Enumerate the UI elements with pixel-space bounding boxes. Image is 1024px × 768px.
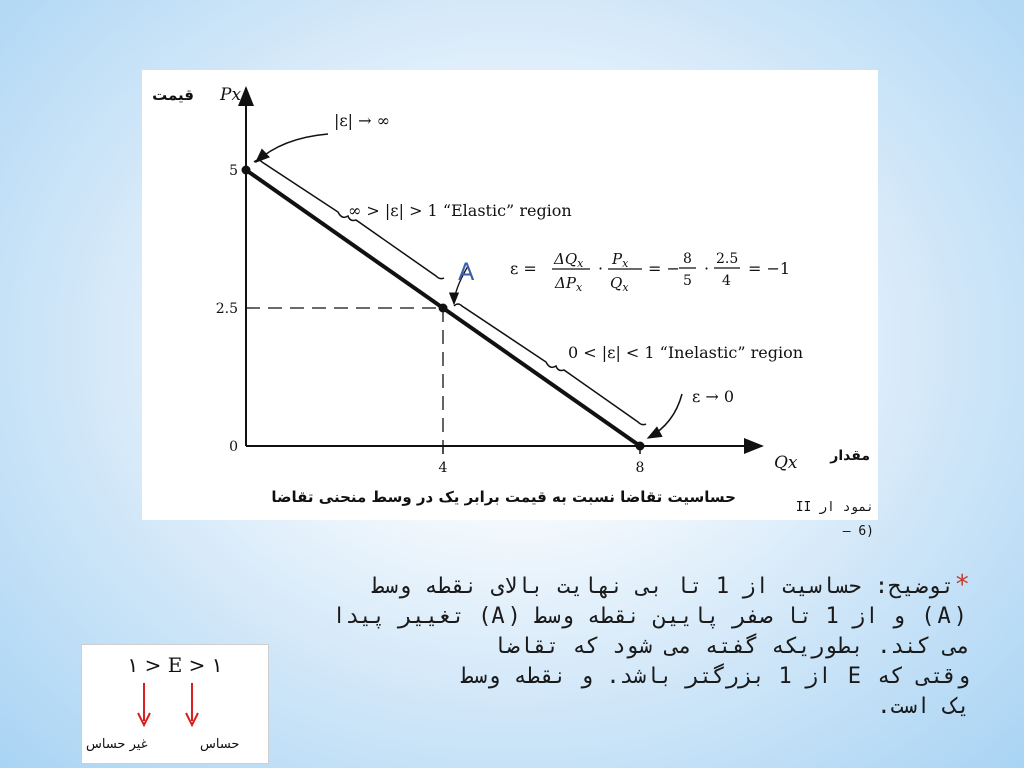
callout-arrow-bottom (648, 394, 682, 438)
explanation-line-3: می کند. بطوریکه گفته می شود که تقاضا (493, 634, 970, 659)
formula-prefix: ε = (510, 259, 537, 278)
figure-number (782, 496, 874, 544)
formula-denominator-3: 5 (683, 273, 692, 289)
data-point-0 (242, 166, 251, 175)
point-a-label: A (458, 258, 475, 286)
y-axis-symbol: Px (220, 85, 242, 105)
explanation-line-1-text: توضیح: حساسیت از 1 تا بی نهایت بالای نقطه وسط (371, 574, 955, 599)
formula-dot-2: · (704, 259, 710, 278)
x-tick-label-0: 4 (438, 460, 448, 476)
callout-arrow-top (256, 134, 328, 162)
annotation-bottom: ε → 0 (692, 387, 735, 406)
explanation-line-4: وقتی که E از 1 بزرگتر باشد. و نقطه وسط (460, 664, 970, 689)
elasticity-formula (510, 250, 790, 294)
formula-result: = −1 (748, 259, 791, 278)
bullet-marker: * (954, 570, 970, 600)
annotation-top: |ε| → ∞ (334, 111, 390, 130)
annotation-inelastic: 0 < |ε| < 1 “Inelastic” region (568, 343, 803, 362)
formula-equals: = − (648, 259, 680, 278)
explanation-line-1 (90, 570, 970, 602)
demand-elasticity-chart (142, 70, 878, 520)
range-label-sensitive: حساس (200, 737, 240, 752)
range-label-insensitive: غیر حساس (86, 737, 148, 752)
formula-numerator-4: 2.5 (716, 251, 739, 267)
x-tick-label-1: 8 (635, 460, 645, 476)
formula-numerator-3: 8 (683, 251, 692, 267)
formula-denominator-2: $Q_x$ (610, 274, 629, 294)
y-tick-label-0: 5 (229, 163, 238, 179)
y-tick-label-2: 0 (229, 439, 238, 455)
data-point-1 (439, 304, 448, 313)
figure-number-line-1: نمود ار II (795, 500, 874, 515)
formula-dot-1: · (598, 259, 604, 278)
y-tick-label-1: 2.5 (215, 301, 238, 317)
formula-denominator-1: $\Delta P_x$ (555, 274, 583, 294)
figure-caption: حساسیت تقاضا نسبت به قیمت برابر یک در وسط منحنی تقاضا (271, 488, 736, 506)
y-axis-label: قیمت (152, 86, 194, 104)
formula-numerator-2: $P_x$ (612, 250, 629, 270)
figure-number-line-2: (6 – (842, 524, 874, 539)
annotation-elastic: ∞ > |ε| > 1 “Elastic” region (348, 201, 572, 220)
explanation-line-2: (A) و از 1 تا صفر پایین نقطه وسط (A) تغییر پیدا (332, 604, 970, 629)
formula-denominator-4: 4 (722, 273, 731, 289)
range-expression: ۱ > E > ۱ (127, 653, 223, 677)
elasticity-range-box (81, 644, 269, 764)
formula-numerator-1: $\Delta Q_x$ (554, 250, 584, 270)
x-axis-symbol: Qx (774, 453, 798, 473)
explanation-line-5: یک است. (877, 694, 970, 719)
inelastic-bracket (454, 304, 646, 425)
figure-panel (142, 70, 878, 520)
x-axis-label: مقدار (830, 448, 870, 464)
